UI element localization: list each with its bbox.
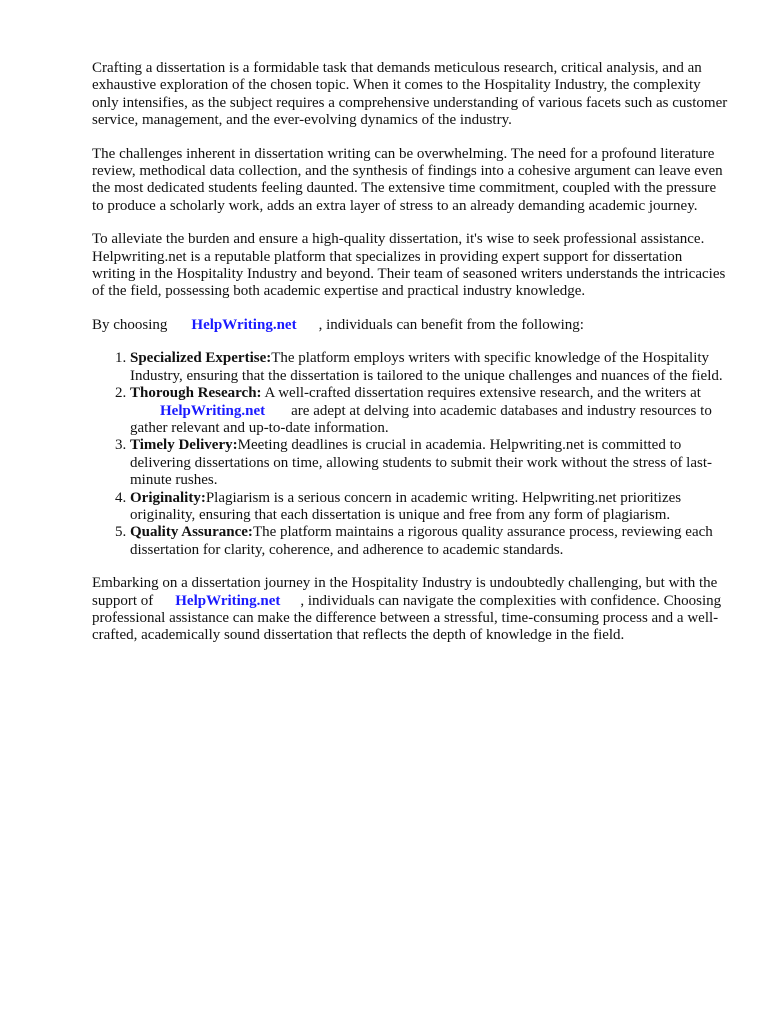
list-item — [130, 350, 728, 385]
helpwriting-link[interactable]: HelpWriting.net — [191, 316, 297, 333]
benefit-text: Meeting deadlines is crucial in academia. Helpwriting.net is committed to delivering dissertations on time, allowing students to submit their work without the stress of last-minute rushes. — [130, 437, 713, 489]
list-item — [130, 437, 728, 489]
benefit-text: The platform employs writers with specific knowledge of the Hospitality Industry, ensuring that the dissertation is tailored to the unique challenges and nuances of the field. — [130, 350, 723, 384]
choosing-text-before: By choosing — [92, 316, 168, 333]
benefit-text: are adept at delving into academic databases and industry resources to gather relevant and up-to-date information. — [130, 402, 712, 436]
benefits-list — [92, 350, 728, 559]
benefit-term: Timely Delivery: — [130, 437, 238, 454]
intro-paragraph-1: Crafting a dissertation is a formidable task that demands meticulous research, critical analysis, and an exhaustive exploration of the chosen topic. When it comes to the Hospitality Industry, the complexity only intensifies, as the subject requires a comprehensive understanding of various facets such as customer service, management, and the ever-evolving dynamics of the industry. — [92, 60, 728, 129]
closing-text-before: Embarking on a dissertation journey in the Hospitality Industry is undoubtedly challenging, but with the support of — [92, 575, 718, 609]
benefit-term: Thorough Research: — [130, 385, 262, 402]
helpwriting-link[interactable]: HelpWriting.net — [175, 592, 281, 609]
list-item — [130, 385, 728, 437]
document-body — [92, 60, 728, 661]
list-item — [130, 490, 728, 525]
intro-paragraph-2: The challenges inherent in dissertation writing can be overwhelming. The need for a profound literature review, methodical data collection, and the synthesis of findings into a cohesive argument can leave even the most dedicated students feeling daunted. The extensive time commitment, coupled with the pressure to produce a scholarly work, adds an extra layer of stress to an already demanding academic journey. — [92, 145, 723, 214]
list-item — [130, 524, 728, 559]
benefit-term: Specialized Expertise: — [130, 350, 272, 367]
closing-text-after: , individuals can navigate the complexities with confidence. Choosing professional assistance can make the difference between a stressful, time-consuming process and a well-crafted, academically sound dissertation that reflects the depth of knowledge in the field. — [92, 592, 722, 644]
benefit-text: Plagiarism is a serious concern in academic writing. Helpwriting.net prioritizes originality, ensuring that each dissertation is unique and free from any form of plagiarism. — [130, 489, 682, 523]
benefit-text: A well-crafted dissertation requires extensive research, and the writers at — [261, 385, 701, 402]
benefit-term: Originality: — [130, 489, 206, 506]
helpwriting-link[interactable]: HelpWriting.net — [160, 402, 266, 419]
benefit-term: Quality Assurance: — [130, 524, 253, 541]
closing-paragraph — [92, 575, 728, 645]
choosing-text-after: , individuals can benefit from the following: — [318, 316, 584, 333]
intro-paragraph-3: To alleviate the burden and ensure a high-quality dissertation, it's wise to seek professional assistance. Helpwriting.net is a reputable platform that specializes in providing expert support for dissertation writing in the Hospitality Industry and beyond. Their team of seasoned writers understands the intricacies of the field, possessing both academic expertise and practical industry knowledge. — [92, 231, 726, 300]
benefit-text: The platform maintains a rigorous quality assurance process, reviewing each dissertation for clarity, coherence, and adherence to academic standards. — [130, 524, 713, 558]
choosing-paragraph — [92, 317, 728, 334]
